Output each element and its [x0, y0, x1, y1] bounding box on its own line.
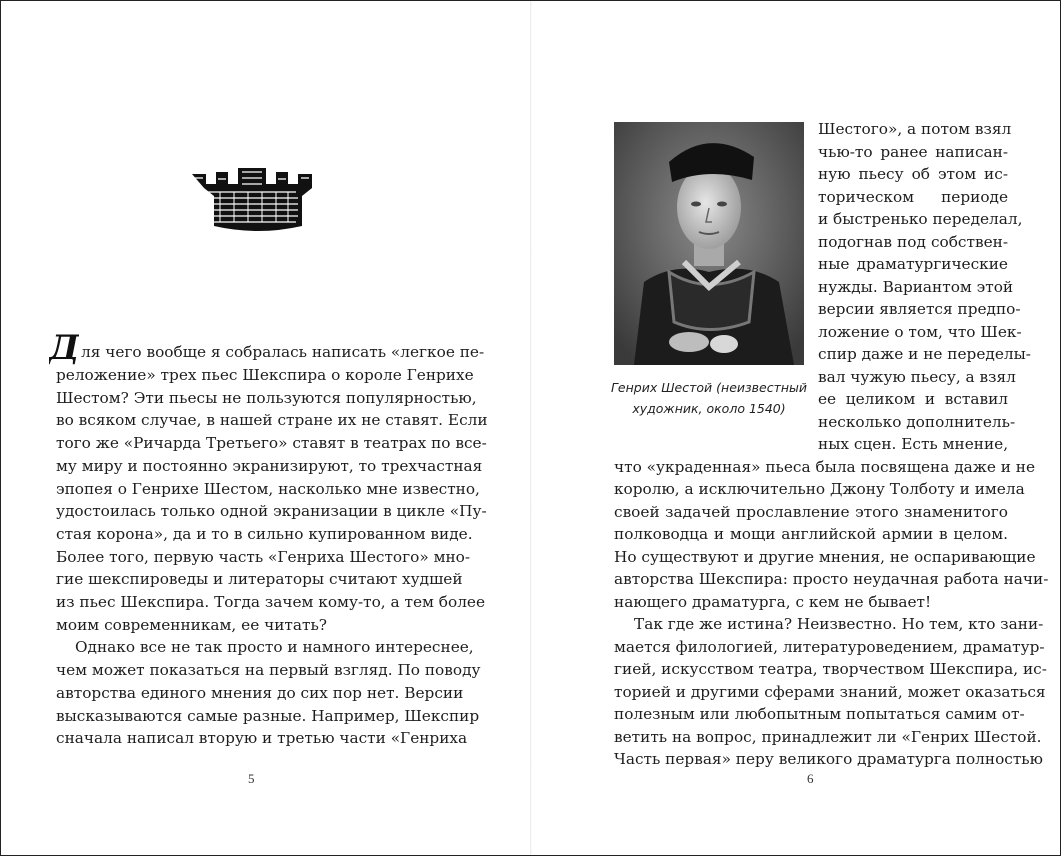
paragraph-line: полезным или любопытным попытаться самим от- — [614, 705, 1025, 723]
paragraph-line: Однако все не так просто и намного интереснее, — [75, 638, 474, 657]
paragraph-line: торическом периоде — [818, 187, 1008, 206]
paragraph-line: стая корона», да и то в сильно купированном виде. — [56, 524, 473, 543]
paragraph-line: несколько дополнитель- — [818, 412, 1016, 431]
paragraph-line: сначала написал вторую и третью части «Генриха — [56, 729, 468, 748]
page-number-right: 6 — [807, 771, 814, 786]
paragraph-line: Но существуют и другие мнения, не оспаривающие — [614, 547, 1036, 566]
paragraph-line: моим современникам, ее читать? — [56, 615, 327, 634]
paragraph-line: ее целиком и вставил — [818, 390, 1008, 408]
paragraph-line: Более того, первую часть «Генриха Шестого» мно- — [56, 547, 471, 566]
paragraph-line: Часть первая» перу великого драматурга полностью — [614, 750, 1043, 768]
paragraph-line: ля чего вообще я собралась написать «легкое пе- — [81, 343, 485, 361]
paragraph-line: что «украденная» пьеса была посвящена даже и не — [614, 457, 1036, 476]
crown-icon — [190, 164, 314, 232]
paragraph-line: Шестого», а потом взял — [818, 120, 1012, 138]
drop-cap-initial — [49, 329, 79, 365]
paragraph-line: версии является предпо- — [818, 300, 1021, 318]
paragraph-line: Шестом? Эти пьесы не пользуются популярностью, — [56, 388, 477, 407]
paragraph-line: ных сцен. Есть мнение, — [818, 435, 1009, 453]
paragraph-line: му миру и постоянно экранизируют, то трехчастная — [56, 456, 483, 475]
paragraph-line: во всяком случае, в нашей стране их не ставят. Если — [56, 411, 488, 430]
paragraph-line: нающего драматурга, с кем не бывает! — [614, 592, 932, 611]
paragraph-line: торией и другими сферами знаний, может оказаться — [614, 682, 1046, 701]
paragraph-line: гией, искусством театра, творчеством Шекспира, ис- — [614, 660, 1047, 678]
paragraph-line: ложение о том, что Шек- — [818, 322, 1022, 341]
paragraph-line: того же «Ричарда Третьего» ставят в театрах по все- — [56, 434, 487, 453]
paragraph-line: подогнав под собствен- — [818, 232, 1008, 251]
paragraph-line: реложение» трех пьес Шекспира о короле Генрихе — [56, 366, 474, 384]
paragraph-line: вал чужую пьесу, а взял — [818, 367, 1016, 386]
paragraph-line: авторства единого мнения до сих пор нет. Версии — [56, 683, 464, 702]
paragraph-line: нужды. Вариантом этой — [818, 277, 1014, 296]
paragraph-line: высказываются самые разные. Например, Шекспир — [56, 706, 480, 725]
paragraph-line: ные драматургические — [818, 255, 1008, 273]
portrait-caption-line: Генрих Шестой (неизвестный — [610, 380, 808, 395]
paragraph-line: ветить на вопрос, принадлежит ли «Генрих Шестой. — [614, 727, 1042, 746]
paragraph-line: мается филологией, литературоведением, драматур- — [614, 637, 1045, 656]
paragraph-line: и быстренько переделал, — [818, 210, 1023, 228]
paragraph-line: ную пьесу об этом ис- — [818, 165, 1008, 183]
page-number-left: 5 — [248, 771, 255, 786]
portrait-image — [614, 122, 804, 365]
page-gutter — [530, 1, 532, 855]
paragraph-line: гие шекспироведы и литераторы считают худшей — [56, 570, 463, 589]
paragraph-line: спир даже и не переделы- — [818, 345, 1031, 363]
paragraph-line: Так где же истина? Неизвестно. Но тем, кто зани- — [634, 615, 1044, 633]
paragraph-line: полководца и мощи английской армии в целом. — [614, 525, 1008, 543]
paragraph-line: королю, а исключительно Джону Толботу и имела — [614, 480, 1025, 498]
paragraph-line: авторства Шекспира: просто неудачная работа начи- — [614, 570, 1049, 588]
paragraph-line: чью-то ранее написан- — [818, 142, 1008, 161]
paragraph-line: своей задачей прославление этого знаменитого — [614, 502, 1008, 521]
paragraph-line: удостоилась только одной экранизации в цикле «Пу- — [56, 502, 487, 521]
paragraph-line: эпопея о Генрихе Шестом, насколько мне известно, — [56, 479, 480, 498]
paragraph-line: чем может показаться на первый взгляд. По поводу — [56, 661, 481, 680]
paragraph-line: из пьес Шекспира. Тогда зачем кому-то, а тем более — [56, 593, 486, 611]
svg-text:Д: Д — [49, 329, 79, 365]
portrait-caption-line: художник, около 1540) — [632, 401, 786, 416]
